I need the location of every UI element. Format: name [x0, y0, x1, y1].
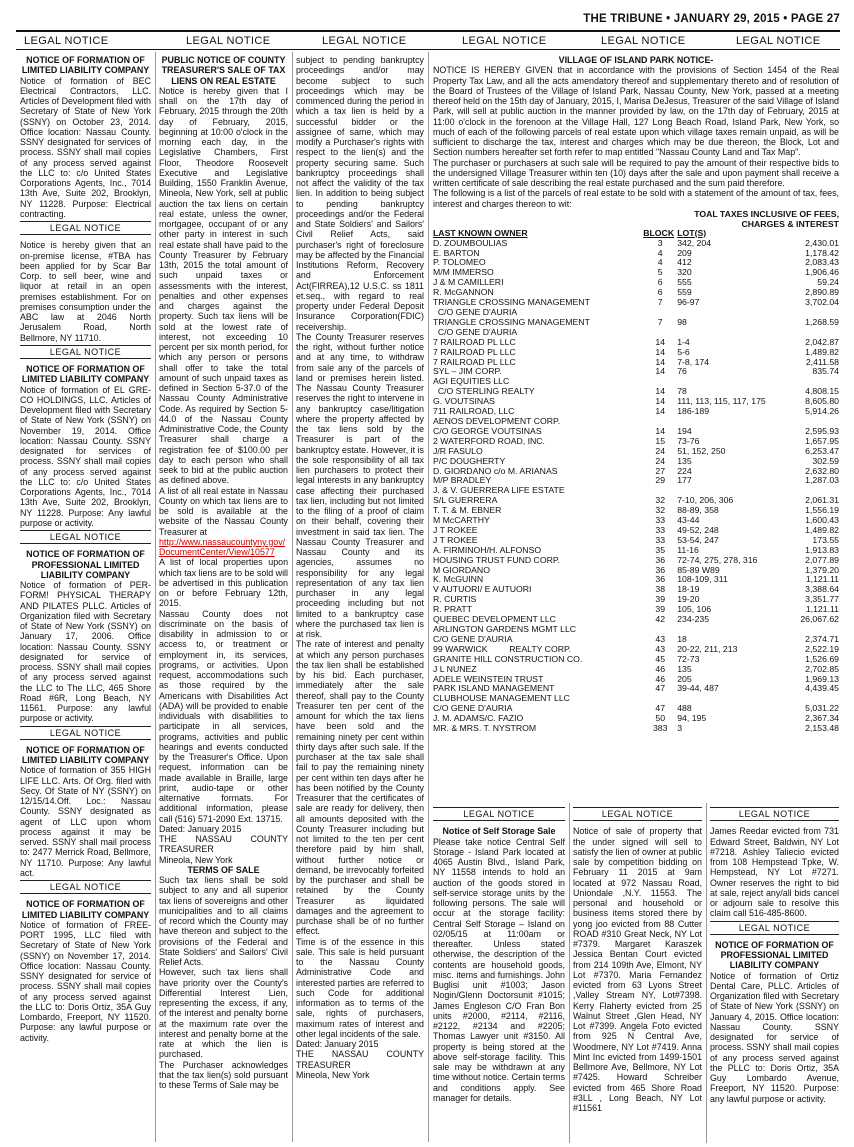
- lot-cell: 96-97: [677, 297, 700, 308]
- lot-cell: 19-20: [677, 594, 700, 605]
- masthead-rule: [16, 30, 840, 32]
- tax-amount-cell: 3,702.04: [805, 297, 839, 308]
- header-label: LEGAL NOTICE: [462, 35, 547, 47]
- owner-cell: P. TOLOMEO: [433, 257, 486, 268]
- tax-amount-cell: 1,906.46: [805, 267, 839, 278]
- notice-paragraph: Notice is hereby given that I shall on the 17th day of February, 2015 through the 20th day of February, 2015, beginning at 10:00 o'clock in the morning each day, in the Legislative Chambers, First Floor, Theodore Roosevelt Executive and Legislative Building, 1550 Franklin Avenue, Mineola, New York, sell at public auction the tax liens on certain real estate, unless the owner, mortgagee, occupant of or any other party in interest in such real estate shall have paid to the County Treasurer by February 13th, 2015 the total amount of such unpaid taxes or assessments with the interest, penalties and other expenses and charges against the property. Such tax liens will be sold at the lowest rate of interest, not exceeding 10 percent per six month period, for which any person or persons shall offer to take the total amount of such unpaid taxes as defined in Section 5-37.0 of the Nassau County Administrative Code. As required by Section 5-44.0 of the Nassau County Administrative Code, the County Treasurer shall charge a registration fee of $100.00 per day to each person who shall seek to bid at the public auction as defined above.: [159, 85, 288, 486]
- owner-cell: HOUSING TRUST FUND CORP.: [433, 554, 560, 565]
- header-label: LEGAL NOTICE: [601, 35, 686, 47]
- tax-lien-table: [433, 229, 839, 734]
- tax-amount-cell: 2,411.58: [805, 356, 839, 367]
- terms-of-sale-title: TERMS OF SALE: [187, 864, 260, 875]
- notice-paragraph: NOTICE IS HEREBY GIVEN that in accordance with the provisions of Section 1454 of the Real Property Tax Law, and all the acts amendatory thereof and supplementary thereto and of resolution of the Board of Trustees of the Village of Island Park, Nassau County, New York, passed at a meeting thereof held on the 15th day of January, 2015, I, Marisa DeJesus, Treasurer of the said Village of Island Park, will sell at public auction in the manner provided by law, on the 17th day of February, 2015 at 11:00 o'clock in the forenoon at the Village Hall, 127 Long Beach Road, Island Park, New York, so much of each of the following parcels of real estate upon which village taxes remain unpaid, as will be sufficient to discharge the tax, interest and charges which may be due thereon, the Block, Lot and Section numbers hereafter set forth refer to map entitled "Nassau County Land and Tax Map".: [433, 65, 839, 158]
- lot-cell: 5-6: [677, 346, 690, 357]
- lot-cell: 7-8, 174: [677, 356, 710, 367]
- lot-cell: 135: [677, 455, 692, 466]
- owner-cell: PARK ISLAND MANAGEMENT: [433, 683, 555, 694]
- notice-title: NOTICE OF FORMATION OF LIMITED LIABILITY COMPANY: [21, 55, 150, 76]
- notice-body: Please take notice Central Self Storage - Island Park located at 4065 Austin Blvd., Island Park, NY 11558 intends to hold an auction of the goods stored in self-service storage units by the following persons. The sale will occur at the storage facility: Central Self Storage – Island on 02/05/15 at 11:00am or thereafter. Unless stated otherwise, the description of the contents are household goods, misc. items and furnishings. John Buglisi unit #1003; Jason Nogin/Glenn Doctorsunit #1015; James Engleson C/O Fran Bon units #2000, #2114, #2116, #2122, #2134 and #2205; Thomas Lawyer unit #3150. All property is being stored at the above self-storage facility. This sale may be withdrawn at any time without notice. Certain terms and conditions apply. See manager for details.: [433, 836, 565, 1103]
- lot-cell: 234-235: [677, 614, 710, 625]
- owner-cell: 99 WARWICK REALTY CORP.: [433, 643, 572, 654]
- column-divider: [569, 803, 570, 1143]
- tax-amount-cell: 2,083.43: [805, 257, 839, 268]
- owner-cell: R. CURTIS: [433, 594, 477, 605]
- block-cell: 39: [655, 594, 666, 605]
- block-cell: 36: [655, 564, 666, 575]
- lot-cell: 108-109, 311: [677, 574, 728, 585]
- tax-amount-cell: 4,808.15: [805, 386, 839, 397]
- tax-amount-cell: 2,153.48: [805, 723, 839, 734]
- block-cell: 4: [657, 247, 663, 258]
- legal-notice-heading: LEGAL NOTICE: [573, 807, 702, 821]
- lot-cell: 177: [677, 475, 692, 486]
- tax-amount-cell: 2,595.93: [805, 425, 839, 436]
- lot-cell: 105, 106: [677, 604, 712, 615]
- owner-cell: ADELE WEINSTEIN TRUST: [433, 673, 544, 684]
- lot-cell: [677, 328, 787, 338]
- notice-body: Notice of formation of PER-FORM! PHYSICAL THERAPY AND PILATES PLLC. Articles of Organization filed with Secretary of State of New York (SSNY) on January 17, 2006. Office location: Nassau County. SSNY designated for service of process. SSNY shall mail copies of any process served against the LLC to The LLC, 465 Shore Road #6R, Long Beach, NY 11561. Purpose: any lawful purpose or activity.: [20, 580, 151, 724]
- owner-cell: P/C DOUGHERTY: [433, 455, 506, 466]
- lot-cell: 43-44: [677, 515, 700, 526]
- block-cell: 24: [655, 445, 666, 456]
- notice-body: Notice is hereby given that an on-premise license, #TBA has been applied for by Scar Bar Corp. to sell beer, wine and liquor at retail in an open premises establishment. For on premises consumption under the ABC law at 2046 North Jerusalem Road, North Bellmore, NY 11710.: [20, 240, 151, 343]
- owner-cell: QUEBEC DEVELOPMENT LLC: [433, 614, 556, 625]
- tax-amount-cell: 2,061.31: [805, 495, 839, 506]
- column-6-lower: [710, 805, 839, 1143]
- owner-cell: V AUTUORI/ E AUTUORI: [433, 584, 532, 595]
- lot-cell: 88-89, 358: [677, 505, 719, 516]
- legal-notice-heading: LEGAL NOTICE: [710, 807, 839, 821]
- table-row: [433, 506, 839, 516]
- owner-cell: D. ZOUMBOULIAS: [433, 237, 508, 248]
- tax-amount-cell: 4,439.45: [805, 683, 839, 694]
- village-notice: [433, 55, 839, 800]
- tax-amount-cell: 8,605.80: [805, 396, 839, 407]
- column-divider: [706, 803, 707, 1143]
- owner-cell: GRANITE HILL CONSTRUCTION CO.: [433, 653, 583, 664]
- block-cell: 36: [655, 574, 666, 585]
- block-cell: 32: [655, 495, 666, 506]
- location-line: Mineola, New York: [159, 854, 233, 865]
- owner-cell: G. VOUTSINAS: [433, 396, 495, 407]
- tax-amount-cell: 2,367.34: [805, 713, 839, 724]
- lot-cell: 205: [677, 673, 692, 684]
- table-row: [433, 437, 839, 447]
- lot-cell: 18: [677, 633, 687, 644]
- tax-amount-cell: 2,374.71: [805, 633, 839, 644]
- village-notice-title: VILLAGE OF ISLAND PARK NOTICE-: [558, 55, 714, 65]
- block-cell: 14: [655, 356, 666, 367]
- notice-paragraph: The rate of interest and penalty at which any person purchases the tax lien shall be established by his bid. Each purchaser, immediately after the sale thereof, shall pay to the County Treasurer ten per cent of the amount for which the tax liens have been sold and the remaining ninety per cent within thirty days after such sale. If the purchaser at the tax sale shall fail to pay the remaining ninety per cent within ten days after he has been notified by the County Treasurer that the certificates of sale are ready for delivery, then all amounts deposited with the County Treasurer including but not limited to the ten per cent therefore paid by him shall, without further notice or demand, be irrevocably forfeited by the purchaser and shall be retained by the County Treasurer as liquidated damages and the agreement to purchase shall be of no further effect.: [296, 639, 424, 937]
- owner-cell: J & M CAMILLERI: [433, 277, 504, 288]
- owner-cell: C/O GENE D'AURIA: [433, 703, 513, 714]
- lot-cell: 20-22, 211, 213: [677, 643, 738, 654]
- lot-cell: [677, 625, 787, 635]
- table-row: [433, 526, 839, 536]
- tax-amount-cell: 2,522.19: [805, 643, 839, 654]
- notice-paragraph: The purchaser or purchasers at such sale will be required to pay the amount of their respective bids to the undersigned Village Treasurer within ten (10) days after the sale and upon payment shall receive a written certificate of sale describing the real estate purchased and the sum paid therefore.: [433, 157, 839, 188]
- lot-cell: 224: [677, 465, 692, 476]
- owner-cell: R. PRATT: [433, 604, 472, 615]
- table-row: [433, 595, 839, 605]
- lot-cell: 559: [677, 287, 692, 298]
- column-1: [20, 55, 151, 1143]
- owner-cell: CLUBHOUSE MANAGEMENT LLC: [433, 693, 570, 704]
- legal-notice-heading: LEGAL NOTICE: [20, 530, 151, 544]
- owner-cell: J L NUNEZ: [433, 663, 477, 674]
- column-divider: [292, 52, 293, 1142]
- owner-cell: M/M IMMERSO: [433, 267, 494, 278]
- signature: THE NASSAU COUNTY TREASURER: [296, 1049, 424, 1070]
- column-divider: [155, 52, 156, 1142]
- legal-notice-heading: LEGAL NOTICE: [433, 807, 565, 821]
- owner-cell: AGI EQUITIES LLC: [433, 376, 510, 387]
- notice-body: Notice of formation of BEC Electrical Contractors, LLC. Articles of Development filed with Secretary of State of New York (SSNY) on October 23, 2014. Office location: Nassau County. SSNY designated for services of process. SSNY shall mail copies of any process served against the LLC to: c/o United States Corporations Agents, Inc., 7014 13th Ave, Suite 202, Brooklyn, NY 11228. Purpose: Electrical contracting.: [20, 75, 151, 219]
- block-cell: 6: [657, 287, 663, 298]
- block-cell: 45: [655, 653, 666, 664]
- treasurer-website-link[interactable]: http://www.nassaucountyny.gov/DocumentCenter/View/10577: [159, 536, 286, 557]
- block-column-header: BLOCK: [643, 227, 675, 238]
- block-cell: 5: [657, 267, 663, 278]
- owner-cell: TRIANGLE CROSSING MANAGEMENT: [433, 316, 590, 327]
- tax-amount-cell: 2,632.80: [805, 465, 839, 476]
- owner-cell: J/R FASULO: [433, 445, 483, 456]
- header-label: LEGAL NOTICE: [186, 35, 271, 47]
- lot-cell: 72-73: [677, 653, 700, 664]
- owner-cell: M/P BRADLEY: [433, 475, 492, 486]
- owner-cell: 711 RAILROAD, LLC: [433, 406, 515, 417]
- owner-cell: ARLINGTON GARDENS MGMT LLC: [433, 624, 577, 634]
- tax-amount-cell: 1,121.11: [805, 574, 839, 585]
- column-divider: [428, 52, 429, 1142]
- tax-amount-cell: 1,969.13: [805, 673, 839, 684]
- table-row: [433, 566, 839, 576]
- lot-cell: 51, 152, 250: [677, 445, 726, 456]
- lot-cell: 85-89 W89: [677, 564, 720, 575]
- location-line: Mineola, New York: [296, 1069, 370, 1080]
- notice-paragraph: Such tax liens shall be sold subject to any and all superior tax liens of sovereigns and other municipalities and to all claims of record which the County may have thereon and subject to the provisions of the Federal and State Soldiers' and Sailors' Civil Relief Acts.: [159, 875, 288, 967]
- owner-cell: 7 RAILROAD PL LLC: [433, 356, 516, 367]
- notice-paragraph: The Purchaser acknowledges that the tax lien(s) sold pursuant to these Terms of Sale may be: [159, 1059, 288, 1090]
- table-row: [433, 556, 839, 566]
- notice-title: NOTICE OF FORMATION OF PROFESSIONAL LIMITED LIABILITY COMPANY: [715, 939, 834, 971]
- tax-amount-cell: 1,556.19: [805, 505, 839, 516]
- lot-cell: 76: [677, 366, 687, 377]
- notice-title: Notice of Self Storage Sale: [442, 826, 556, 837]
- block-cell: 50: [655, 713, 666, 724]
- owner-cell: D. GIORDANO c/o M. ARIANAS: [433, 465, 558, 476]
- owner-cell: R. McGANNON: [433, 287, 494, 298]
- dated-line: Dated: January 2015: [159, 823, 242, 834]
- tax-amount-cell: 59.24: [817, 277, 839, 288]
- table-row: [433, 467, 839, 477]
- table-row: [433, 655, 839, 665]
- legal-notice-heading: LEGAL NOTICE: [20, 221, 151, 235]
- legal-notice-header-row: [16, 35, 840, 48]
- owner-cell: J. & V. GUERRERA LIFE ESTATE: [433, 485, 565, 496]
- tax-amount-cell: 302.59: [812, 455, 839, 466]
- owner-cell: M McCARTHY: [433, 515, 490, 526]
- owner-cell: C/O GENE D'AURIA: [433, 633, 513, 644]
- owner-cell: TRIANGLE CROSSING MANAGEMENT: [433, 297, 590, 308]
- owner-cell: C/O STERLING REALTY: [433, 386, 535, 397]
- legal-notice-heading: LEGAL NOTICE: [20, 880, 151, 894]
- lot-cell: 73-76: [677, 435, 700, 446]
- tax-amount-cell: 1,178.42: [805, 247, 839, 258]
- notice-paragraph: A list of all real estate in Nassau County on which tax liens are to be sold is available at the website of the Nassau County Treasurer at: [159, 485, 288, 537]
- header-label: LEGAL NOTICE: [24, 35, 109, 47]
- dated-line: Dated: January 2015: [296, 1039, 379, 1049]
- table-row: [433, 239, 839, 249]
- owner-cell: MR. & MRS. T. NYSTROM: [433, 723, 537, 734]
- block-cell: 29: [655, 475, 666, 486]
- lot-cell: 186-189: [677, 406, 710, 417]
- block-cell: 33: [655, 534, 666, 545]
- block-cell: 3: [657, 237, 663, 248]
- notice-body: Notice of formation of EL GRE-CO HOLDINGS, LLC. Articles of Development filed with Secretary of State of New York (SSNY) on November 19, 2014. Office location: Nassau County. SSNY designated for services of process. SSNY shall mail copies of any process served against the LLC to: c/o United States Corporations Agents, Inc., 7014 13th Ave, Suite 202, Brooklyn, NY 11228. Purpose: Any lawful purpose or activity.: [20, 384, 151, 528]
- owner-cell: T. T. & M. EBNER: [433, 505, 502, 516]
- tax-amount-cell: 1,268.59: [805, 316, 839, 327]
- owner-cell: 7 RAILROAD PL LLC: [433, 346, 516, 357]
- block-cell: 14: [655, 396, 666, 407]
- owner-cell: A. FIRMINOH/H. ALFONSO: [433, 544, 542, 555]
- tax-lien-rows: [433, 239, 839, 734]
- lot-cell: 1-4: [677, 336, 690, 347]
- owner-column-header: LAST KNOWN OWNER: [433, 227, 528, 238]
- tax-amount-cell: 1,489.82: [805, 524, 839, 535]
- tax-amount-cell: 1,489.82: [805, 346, 839, 357]
- tax-amount-cell: 2,430.01: [805, 237, 839, 248]
- table-row: [433, 278, 839, 288]
- owner-cell: AENOS DEVELOPMENT CORP.: [433, 415, 561, 426]
- legal-notice-heading: LEGAL NOTICE: [20, 726, 151, 740]
- table-row: [433, 249, 839, 259]
- legal-notice-heading: LEGAL NOTICE: [710, 921, 839, 935]
- owner-cell: K. McGUINN: [433, 574, 484, 585]
- block-cell: 14: [655, 386, 666, 397]
- lot-cell: 320: [677, 267, 692, 278]
- tax-amount-cell: 173.55: [812, 534, 839, 545]
- block-cell: 4: [657, 257, 663, 268]
- lot-cell: 412: [677, 257, 692, 268]
- block-cell: 14: [655, 336, 666, 347]
- notice-body: Notice of sale of property that the under signed will sell to satisfy the lien of owner at public sale by competition bidding on February 11 2015 at 9am located at 972 Nassau Road, Uniondale ,N.Y. 11553. The personal and household or business items stored there by yong joo evicted from 88 Cutter ROAD #310 Great Neck, NY Lot #7379. Margaret Karaszek Jessica Bentan Court evicted from 214 109th Ave, Elmont, NY Lot #7370. Maria Fernandez evicted from 63 Lyons Street ,Valley Stream NY, Lot#7398. Kerry Flaherty evicted from 25 Walnut Street ,Glen Head, NY Lot #7399. Angela Foto evicted from 925 N Central Ave, Woodmere, NY Lot #7419. Anna Mint Inc evicted from 1499-1501 Bellmore Ave, Bellmore, NY Lot #7425. Howard Schreiber evicted from 465 Shore Road #3LL , Long Beach, NY Lot #11561: [573, 826, 702, 1113]
- tax-amount-cell: 5,031.22: [805, 703, 839, 714]
- block-cell: 36: [655, 554, 666, 565]
- tax-amount-cell: 3,351.77: [805, 594, 839, 605]
- notice-paragraph: The following is a list of the parcels of real estate to be sold with a statement of the amount of tax, fees, interest and charges thereon to wit:: [433, 188, 839, 209]
- block-cell: 33: [655, 524, 666, 535]
- notice-paragraph: subject to pending bankruptcy proceedings and/or may become subject to such proceedings which may be commenced during the period in which a tax lien is held by a successful bidder or the assignee of same, which may modify a Purchaser's rights with respect to the lien(s) and the property securing same. Such bankruptcy proceedings shall not affect the validity of the tax lien. In addition to being subject to pending bankruptcy proceedings and/or the Federal and State Soldiers' and Sailors' Civil Relief Acts, said purchaser's right of foreclosure may be affected by the Financial Institutions Reform, Recovery and Enforcement Act(FIRREA),12 U.S.C. ss 1811 et.seq., with regard to real property under Federal Deposit Insurance Corporation(FDIC) receivership.: [296, 55, 424, 332]
- lot-cell: 11-16: [677, 544, 699, 555]
- header-rule: [16, 49, 840, 50]
- column-2: [159, 55, 288, 1143]
- lot-cell: 135: [677, 663, 692, 674]
- lot-cell: 53-54, 247: [677, 534, 719, 545]
- block-cell: 15: [655, 435, 666, 446]
- block-cell: 46: [655, 663, 666, 674]
- notice-title: PUBLIC NOTICE OF COUNTY TREASURER'S SALE OF TAX LIENS ON REAL ESTATE: [161, 55, 286, 86]
- block-cell: 33: [655, 515, 666, 526]
- block-cell: 7: [657, 316, 663, 327]
- tax-amount-cell: 5,914.26: [805, 406, 839, 417]
- notice-paragraph: Time is of the essence in this sale. This sale is held pursuant to the Nassau County Administrative Code and interested parties are referred to such Code for additional information as to terms of the sale, rights of purchasers, maximum rates of interest and other legal incidents of the sale.: [296, 936, 424, 1039]
- lot-cell: [677, 694, 787, 704]
- tax-amount-cell: 2,077.89: [805, 554, 839, 565]
- lot-cell: 3: [677, 723, 683, 734]
- legal-notice-heading: LEGAL NOTICE: [20, 345, 151, 359]
- owner-cell: M GIORDANO: [433, 564, 490, 575]
- block-cell: 46: [655, 673, 666, 684]
- owner-cell: J. M. ADAMS/C. FAZIO: [433, 713, 524, 724]
- block-cell: 47: [655, 703, 666, 714]
- lot-cell: 78: [677, 386, 687, 397]
- block-cell: 14: [655, 366, 666, 377]
- block-cell: 42: [655, 614, 666, 625]
- header-label: LEGAL NOTICE: [322, 35, 407, 47]
- header-label: LEGAL NOTICE: [736, 35, 821, 47]
- block-cell: 32: [655, 505, 666, 516]
- notice-body: Notice of formation of Ortiz Dental Care, PLLC. Articles of Organization filed with Secretary of State of New York (SSNY) on January 4, 2015. Office location: Nassau County. SSNY designated for service of process. SSNY shall mail copies of any process served against the PLLC to: Doris Ortiz, 35A Guy Lombardo Avenue, Freeport, NY 11520. Purpose: any lawful purpose or activity.: [710, 970, 839, 1104]
- block-cell: 43: [655, 633, 666, 644]
- table-row: [433, 457, 839, 467]
- notice-title: NOTICE OF FORMATION OF LIMITED LIABILITY COMPANY: [21, 364, 150, 385]
- lot-cell: 111, 113, 115, 117, 175: [677, 396, 766, 407]
- lot-cell: [677, 417, 787, 427]
- owner-cell: C/O GENE D'AURIA: [433, 326, 518, 337]
- owner-cell: S/L GUERRERA: [433, 495, 498, 506]
- block-cell: 383: [652, 723, 668, 734]
- tax-amount-cell: 1,121.11: [805, 604, 839, 615]
- block-cell: 35: [655, 544, 666, 555]
- notice-title: NOTICE OF FORMATION OF LIMITED LIABILITY COMPANY: [21, 744, 150, 765]
- lot-cell: 7-10, 206, 306: [677, 495, 734, 506]
- notice-paragraph: The County Treasurer reserves the right, without further notice and at any time, to withdraw from sale any of the parcels of land or premises herein listed. The Nassau County Treasurer reserves the right to intervene in any bankruptcy case/litigation where the property affected by the tax liens sold by the Treasurer is part of the bankruptcy estate. However, it is the sole responsibility of all tax lien purchasers to protect their legal interests in any bankruptcy case affecting their purchased tax lien, including but not limited to the filing of a proof of claim on their behalf, covering their investment in said tax lien. The Nassau County Treasurer and Nassau County and its agencies, assumes no responsibility for any legal representation of any tax lien purchaser in any legal proceeding including but not limited to a bankruptcy case where the purchased tax lien is at risk.: [296, 331, 424, 639]
- lot-cell: [677, 377, 787, 387]
- lot-cell: 209: [677, 247, 692, 258]
- lot-cell: 488: [677, 703, 692, 714]
- block-cell: 6: [657, 277, 663, 288]
- lot-cell: 94, 195: [677, 713, 707, 724]
- owner-cell: 2 WATERFORD ROAD, INC.: [433, 435, 545, 446]
- tax-amount-cell: 1,657.95: [805, 435, 839, 446]
- owner-cell: J T ROKEE: [433, 534, 478, 545]
- signature: THE NASSAU COUNTY TREASURER: [159, 834, 288, 855]
- tax-amount-cell: 1,913.83: [805, 544, 839, 555]
- column-3: [296, 55, 424, 1143]
- lot-cell: 39-44, 487: [677, 683, 719, 694]
- block-cell: 14: [655, 406, 666, 417]
- block-cell: 14: [655, 425, 666, 436]
- lot-column-header: LOT(S): [677, 227, 707, 238]
- tax-amount-cell: 2,702.85: [805, 663, 839, 674]
- notice-paragraph: However, such tax liens shall have priority over the County's Differential Interest Lien, representing the excess, if any, of the interest and penalty borne at the maximum rate over the interest and penalty borne at the rate at which the lien is purchased.: [159, 967, 288, 1060]
- owner-cell: E. BARTON: [433, 247, 480, 258]
- block-cell: 38: [655, 584, 666, 595]
- lot-cell: 49-52, 248: [677, 524, 719, 535]
- block-cell: 27: [655, 465, 666, 476]
- tax-amount-cell: 6,253.47: [805, 445, 839, 456]
- table-row: [433, 724, 839, 734]
- notice-title: NOTICE OF FORMATION OF PROFESSIONAL LIMITED LIABILITY COMPANY: [26, 549, 145, 580]
- block-cell: 43: [655, 643, 666, 654]
- block-cell: 14: [655, 346, 666, 357]
- block-cell: 24: [655, 455, 666, 466]
- owner-cell: C/O GENE D'AURIA: [433, 307, 518, 317]
- tax-amount-cell: 1,600.43: [805, 515, 839, 526]
- owner-cell: J T ROKEE: [433, 524, 478, 535]
- sale-of-property-notice: [573, 805, 702, 1143]
- notice-paragraph: A list of local properties upon which tax liens are to be sold will be advertised in this publication on or before February 12th, 2015.: [159, 557, 288, 609]
- block-cell: 7: [657, 297, 663, 308]
- table-row: [433, 516, 839, 526]
- notice-paragraph: Nassau County does not discriminate on the basis of disability in admission to or access to, or treatment or employment in, its services, programs, or activities. Upon request, accommodations such as those required by the Americans with Disabilities Act (ADA) will be provided to enable individuals with disabilities to participate in all services, programs, activities and public hearings and events conducted by the Treasurer's Office. Upon request, information can be made available in Braille, large print, audio-tape or other alternative formats. For additional information, please call (516) 571-2090 Ext. 13715.: [159, 608, 288, 824]
- tax-amount-cell: 835.74: [812, 366, 839, 377]
- tax-amount-cell: 3,388.64: [805, 584, 839, 595]
- self-storage-notice: [433, 805, 565, 1143]
- tax-amount-cell: 1,287.03: [805, 475, 839, 486]
- block-cell: 47: [655, 683, 666, 694]
- lot-cell: 555: [677, 277, 692, 288]
- tax-amount-cell: 1,526.69: [805, 653, 839, 664]
- notice-title: NOTICE OF FORMATION OF LIMITED LIABILITY COMPANY: [21, 899, 150, 920]
- block-cell: 39: [655, 604, 666, 615]
- notice-body: James Reedar evicted from 731 Edward Street, Baldwin, NY Lot #7218. Ashley Taliecio evicted from 108 Hempstead Tpke, W. Hempstead, NY Lot #7271. Owner reserves the right to bid at sale, reject any/all bids cancel or adjourn sale to resolve this claim call 516-485-8600.: [710, 826, 839, 919]
- lot-cell: [677, 308, 787, 318]
- masthead: THE TRIBUNE • JANUARY 29, 2015 • PAGE 27: [583, 13, 840, 25]
- tax-amount-cell: 26,067.62: [800, 614, 839, 625]
- table-row: [433, 585, 839, 595]
- notice-body: Notice of formation of 355 HIGH LIFE LLC. Arts. Of Org. filed with Secy. Of State of NY (SSNY) on 12/15/14.Off. Loc.: Nassau County. SSNY designated as agent of LLC upon whom process against it may be served. SSNY shall mail process to: 2477 Merrick Road, Bellmore, NY 11710. Purpose: Any lawful act.: [20, 765, 151, 878]
- notice-body: Notice of formation of FREE-PORT 1995, LLC filed with Secretary of State of New York (SSNY) on November 17, 2014. Office location: Nassau County. SSNY designated for service of process. SSNY shall mail copies of any process served against the LLC to: Doris Ortiz, 35A Guy Lombardo, Freeport, NY 11520. Purpose: any lawful purpose or activity.: [20, 919, 151, 1043]
- lot-cell: 98: [677, 316, 687, 327]
- owner-cell: C/O GEORGE VOUTSINAS: [433, 425, 542, 436]
- lot-cell: 72-74, 275, 278, 316: [677, 554, 758, 565]
- owner-cell: SYL – JIM CORP.: [433, 366, 502, 377]
- lot-cell: 342, 204: [677, 237, 712, 248]
- lot-cell: 194: [677, 425, 692, 436]
- tax-amount-cell: 2,890.89: [805, 287, 839, 298]
- owner-cell: 7 RAILROAD PL LLC: [433, 336, 516, 347]
- tax-amount-cell: 1,379.20: [805, 564, 839, 575]
- tax-amount-cell: 2,042.87: [805, 336, 839, 347]
- lot-cell: 18-19: [677, 584, 700, 595]
- tax-column-header: TOAL TAXES INCLUSIVE OF FEES, CHARGES & INTEREST: [694, 208, 839, 229]
